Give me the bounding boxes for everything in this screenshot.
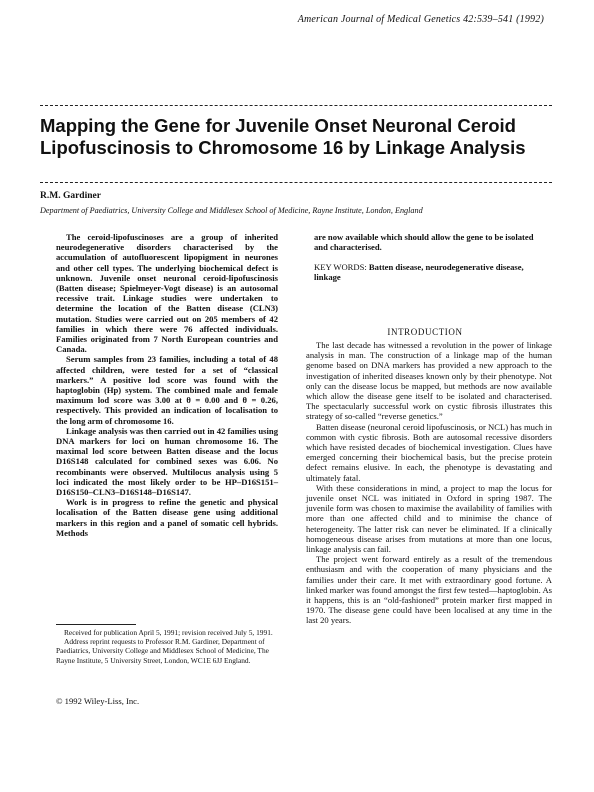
body-paragraph: Batten disease (neuronal ceroid lipofuscinosis, or NCL) has much in common with cystic fibrosis. Both are autosomal recessive disorders which have resisted decades of biochemical investigation. Clues have emerged concerning their biochemical basis, but the precise protein defect remains elusive. In each, the phenotype is devastating and ultimately fatal. [306,421,552,483]
author-affiliation: Department of Paediatrics, University College and Middlesex School of Medicine, Rayne Institute, London, England [40,206,423,215]
copyright-notice: © 1992 Wiley-Liss, Inc. [56,696,140,706]
abstract-paragraph: The ceroid-lipofuscinoses are a group of inherited neurodegenerative disorders characterised by the accumulation of autofluorescent lipopigment in neurones and other cell types. The underlying biochemical defect is unknown. Juvenile onset neuronal ceroid-lipofuscinosis (Batten disease; Spielmeyer-Vogt disease) is an autosomal recessive trait. Linkage studies were undertaken to determine the location of the Batten disease (CLN3) mutation. Studies were carried out on 205 members of 42 families in which there were 76 affected individuals. Families originated from 7 North European countries and Canada. [56,232,278,355]
top-divider [40,105,552,106]
abstract [56,232,278,538]
title-divider [40,182,552,183]
keywords [314,262,536,282]
body-paragraph: The project went forward entirely as a result of the tremendous enthusiasm and with the cooperation of many physicians and the families under their care. It met with extraordinary good fortune. A linked marker was found amongst the first few tested—haptoglobin. As it happens, this is an “old-fashioned” protein marker first mapped in 1970. The disease gene could have been localised at any time in the last 20 years. [306,554,552,626]
footnotes [56,628,278,665]
body-paragraph: The last decade has witnessed a revolution in the power of linkage analysis in man. The construction of a linkage map of the human genome based on DNA markers has provided a new approach to the investigation of inherited diseases known only by their phenotype. Not only can the disease locus be mapped, but methods are now available which allow the disease gene itself to be isolated and characterised. The spectacularly successful work on cystic fibrosis illustrates this strategy of so-called “reverse genetics.” [306,340,552,422]
footnote-address: Address reprint requests to Professor R.M. Gardiner, Department of Paediatrics, University College and Middlesex School of Medicine, The Rayne Institute, 5 University Street, London, WC1E 6JJ England. [56,637,269,665]
keywords-text: Batten disease, neurodegenerative disease, linkage [314,262,524,283]
abstract-paragraph: Serum samples from 23 families, including a total of 48 affected children, were tested for a set of “classical markers.” A positive lod score was found with the haptoglobin (Hp) system. The combined male and female maximum lod score was 3.00 at θ = 0.00 and θ = 0.26, respectively. This provided an indication of localisation to the long arm of chromosome 16. [56,354,278,426]
author-name: R.M. Gardiner [40,191,101,201]
section-heading-introduction: INTRODUCTION [387,327,463,337]
body-paragraph: With these considerations in mind, a project to map the locus for juvenile onset NCL was initiated in Oxford in spring 1987. The juvenile form was chosen to maximise the availability of families with more than one affected child and to minimise the chance of heterogeneity. The latter risk can never be eliminated. If a clinically homogeneous disease arises from mutations at more than one locus, linkage analysis can fail. [306,482,552,555]
abstract-continuation: are now available which should allow the gene to be isolated and characterised. [314,232,534,253]
introduction-body [306,340,552,626]
abstract-paragraph: Linkage analysis was then carried out in 42 families using DNA markers for loci on human chromosome 16. The maximal lod score between Batten disease and the locus D16S148 calculated for combined sexes was 6.06. No recombinants were observed. Multilocus analysis using 5 loci indicated the most likely order to be HP–D16S151–D16S150–CLN3–D16S148–D16S147. [56,425,278,498]
footnote-received: Received for publication April 5, 1991; revision received July 5, 1991. [64,628,273,637]
abstract-paragraph: Work is in progress to refine the genetic and physical localisation of the Batten disease gene using additional markers in this region and a panel of somatic cell hybrids. Methods [56,497,278,538]
keywords-label: KEY WORDS: [314,262,367,272]
article-title: Mapping the Gene for Juvenile Onset Neuronal Ceroid Lipofuscinosis to Chromosome 16 by Linkage Analysis [40,115,526,158]
journal-header: American Journal of Medical Genetics 42:539–541 (1992) [297,14,544,25]
footnote-divider [56,624,136,625]
